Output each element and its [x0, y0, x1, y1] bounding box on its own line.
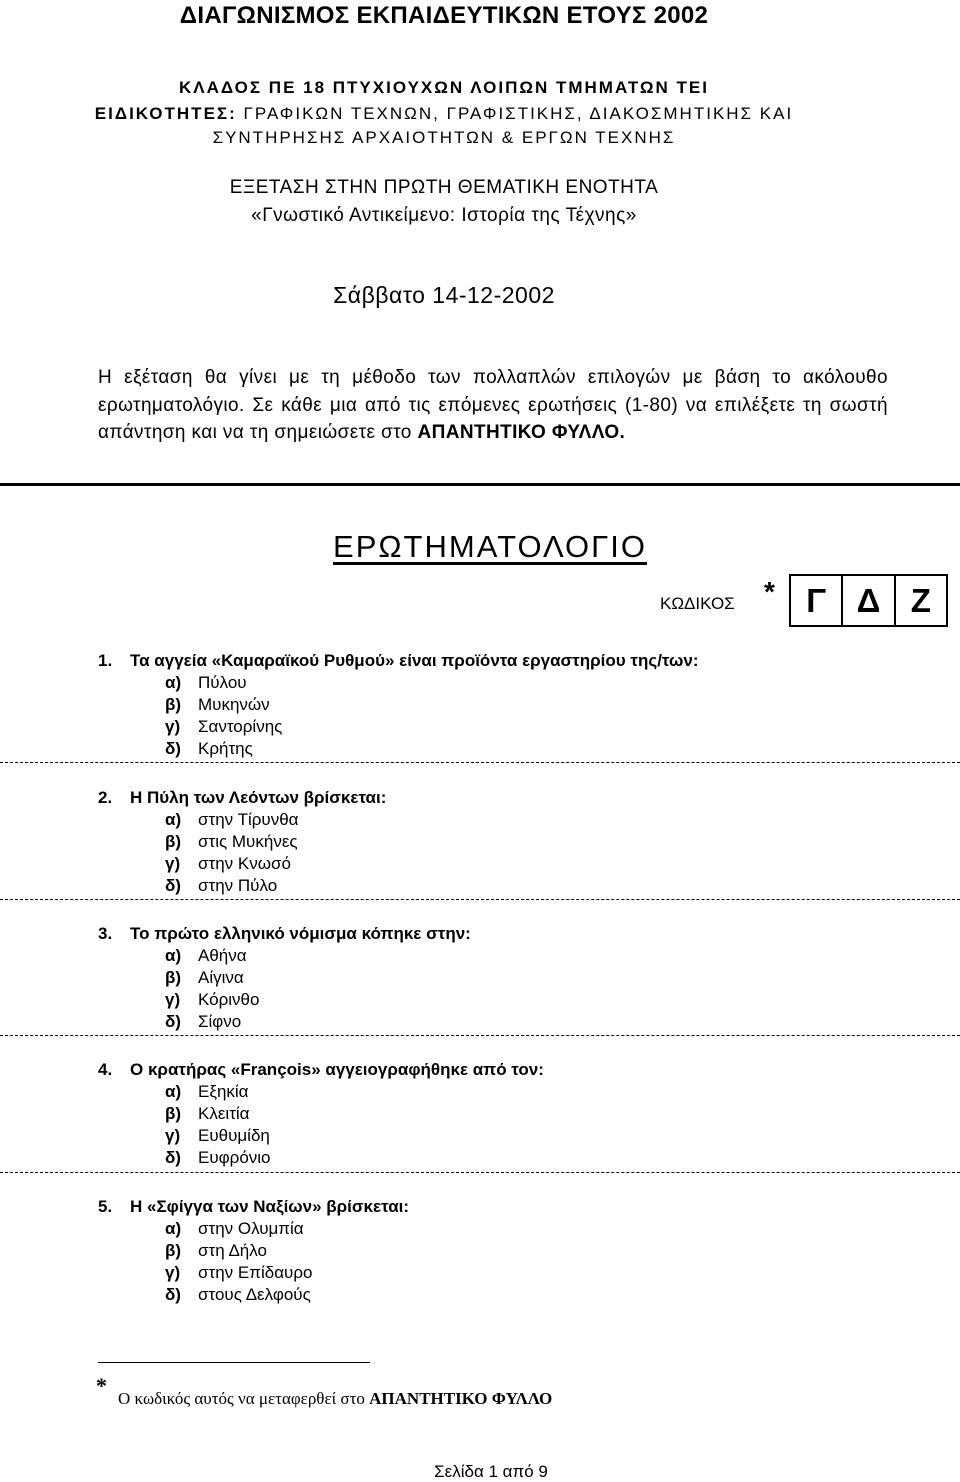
exam-date: Σάββατο 14-12-2002 [333, 282, 555, 308]
question-separator [0, 762, 960, 763]
option-c: γ) Ευθυμίδη [165, 1126, 270, 1145]
question-text: Ο κρατήρας «François» αγγειογραφήθηκε από τον: [130, 1060, 544, 1079]
footnote-answer-sheet: ΑΠΑΝΤΗΤΙΚΟ ΦΥΛΛΟ [369, 1389, 553, 1408]
option-c: γ) στην Επίδαυρο [165, 1263, 313, 1282]
footnote-text: Ο κωδικός αυτός να μεταφερθεί στο ΑΠΑΝΤΗΤΙΚΟ ΦΥΛΛΟ [118, 1389, 553, 1408]
question-number: 4. [98, 1060, 113, 1079]
option-a: α) στην Τίρυνθα [165, 810, 299, 829]
option-a: α) στην Ολυμπία [165, 1219, 304, 1238]
option-d: δ) στην Πύλο [165, 876, 278, 895]
option-d: δ) Σίφνο [165, 1012, 242, 1031]
option-b: β) στη Δήλο [165, 1241, 267, 1260]
question-3 [98, 923, 898, 1033]
option-a: α) Εξηκία [165, 1082, 249, 1101]
option-b: β) Αίγινα [165, 968, 244, 987]
question-separator [0, 899, 960, 900]
question-text: Η Πύλη των Λεόντων βρίσκεται: [130, 788, 387, 807]
option-a: α) Πύλου [165, 673, 247, 692]
question-heading [98, 650, 898, 672]
option-b: β) Μυκηνών [165, 695, 270, 714]
question-number: 3. [98, 924, 113, 943]
footnote-rule [98, 1362, 370, 1363]
code-footnote-marker: * [764, 576, 775, 607]
question-text: Η «Σφίγγα των Ναξίων» βρίσκεται: [130, 1197, 410, 1216]
code-box [789, 574, 948, 627]
specialties-line-2: ΣΥΝΤΗΡΗΣΗΣ ΑΡΧΑΙΟΤΗΤΩΝ & ΕΡΓΩΝ ΤΕΧΝΗΣ [212, 128, 676, 147]
option-a: α) Αθήνα [165, 946, 247, 965]
option-c: γ) Κόρινθο [165, 990, 260, 1009]
question-text: Το πρώτο ελληνικό νόμισμα κόπηκε στην: [130, 924, 471, 943]
footnote-marker: * [96, 1373, 107, 1398]
option-d: δ) Ευφρόνιο [165, 1148, 271, 1167]
option-d: δ) Κρήτης [165, 739, 253, 758]
question-1 [98, 650, 898, 760]
option-c: γ) στην Κνωσό [165, 854, 291, 873]
question-4 [98, 1059, 898, 1169]
option-b: β) στις Μυκήνες [165, 832, 298, 851]
question-heading [98, 787, 898, 809]
exam-unit: ΕΞΕΤΑΣΗ ΣΤΗΝ ΠΡΩΤΗ ΘΕΜΑΤΙΚΗ ΕΝΟΤΗΤΑ [229, 177, 659, 198]
question-number: 1. [98, 651, 113, 670]
questionnaire-title: ΕΡΩΤΗΜΑΤΟΛΟΓΙΟ [333, 529, 647, 564]
instructions-paragraph [98, 364, 888, 447]
page-number: Σελίδα 1 από 9 [434, 1462, 548, 1481]
code-letter-2: Δ [843, 576, 895, 625]
code-label: ΚΩΔΙΚΟΣ [660, 594, 735, 613]
option-c: γ) Σαντορίνης [165, 717, 283, 736]
instructions-text: Η εξέταση θα γίνει με τη μέθοδο των πολλαπλών επιλογών με βάση το ακόλουθο ερωτηματολόγιο. Σε κάθε μια από τις επόμενες ερωτήσεις (1-80) να επιλέξετε τη σωστή απάντηση και να τη σημειώσετε στο [98, 367, 888, 443]
specialties-text-1: ΓΡΑΦΙΚΩΝ ΤΕΧΝΩΝ, ΓΡΑΦΙΣΤΙΚΗΣ, ΔΙΑΚΟΣΜΗΤΙΚΗΣ ΚΑΙ [243, 104, 794, 123]
specialties-label: ΕΙΔΙΚΟΤΗΤΕΣ: [94, 104, 237, 123]
question-heading [98, 923, 898, 945]
code-letter-3: Ζ [910, 581, 931, 619]
exam-title: ΔΙΑΓΩΝΙΣΜΟΣ ΕΚΠΑΙΔΕΥΤΙΚΩΝ ΕΤΟΥΣ 2002 [179, 2, 709, 29]
question-heading [98, 1196, 898, 1218]
question-heading [98, 1059, 898, 1081]
question-number: 2. [98, 788, 113, 807]
exam-subject: «Γνωστικό Αντικείμενο: Ιστορία της Τέχνης» [251, 205, 637, 226]
question-separator [0, 1172, 960, 1173]
answer-sheet-mention: ΑΠΑΝΤΗΤΙΚΟ ΦΥΛΛΟ. [417, 422, 626, 443]
option-d: δ) στους Δελφούς [165, 1285, 311, 1304]
question-separator [0, 1035, 960, 1036]
question-text: Τα αγγεία «Καμαραϊκού Ρυθμού» είναι προϊόντα εργαστηρίου της/των: [130, 651, 699, 670]
branch-line: ΚΛΑΔΟΣ ΠΕ 18 ΠΤΥΧΙΟΥΧΩΝ ΛΟΙΠΩΝ ΤΜΗΜΑΤΩΝ ΤΕΙ [178, 78, 709, 97]
section-divider [0, 483, 960, 486]
option-b: β) Κλειτία [165, 1104, 250, 1123]
specialties-line-1 [0, 104, 888, 124]
code-letter-1: Γ [791, 576, 843, 625]
question-number: 5. [98, 1197, 113, 1216]
question-2 [98, 787, 898, 897]
question-5 [98, 1196, 898, 1306]
